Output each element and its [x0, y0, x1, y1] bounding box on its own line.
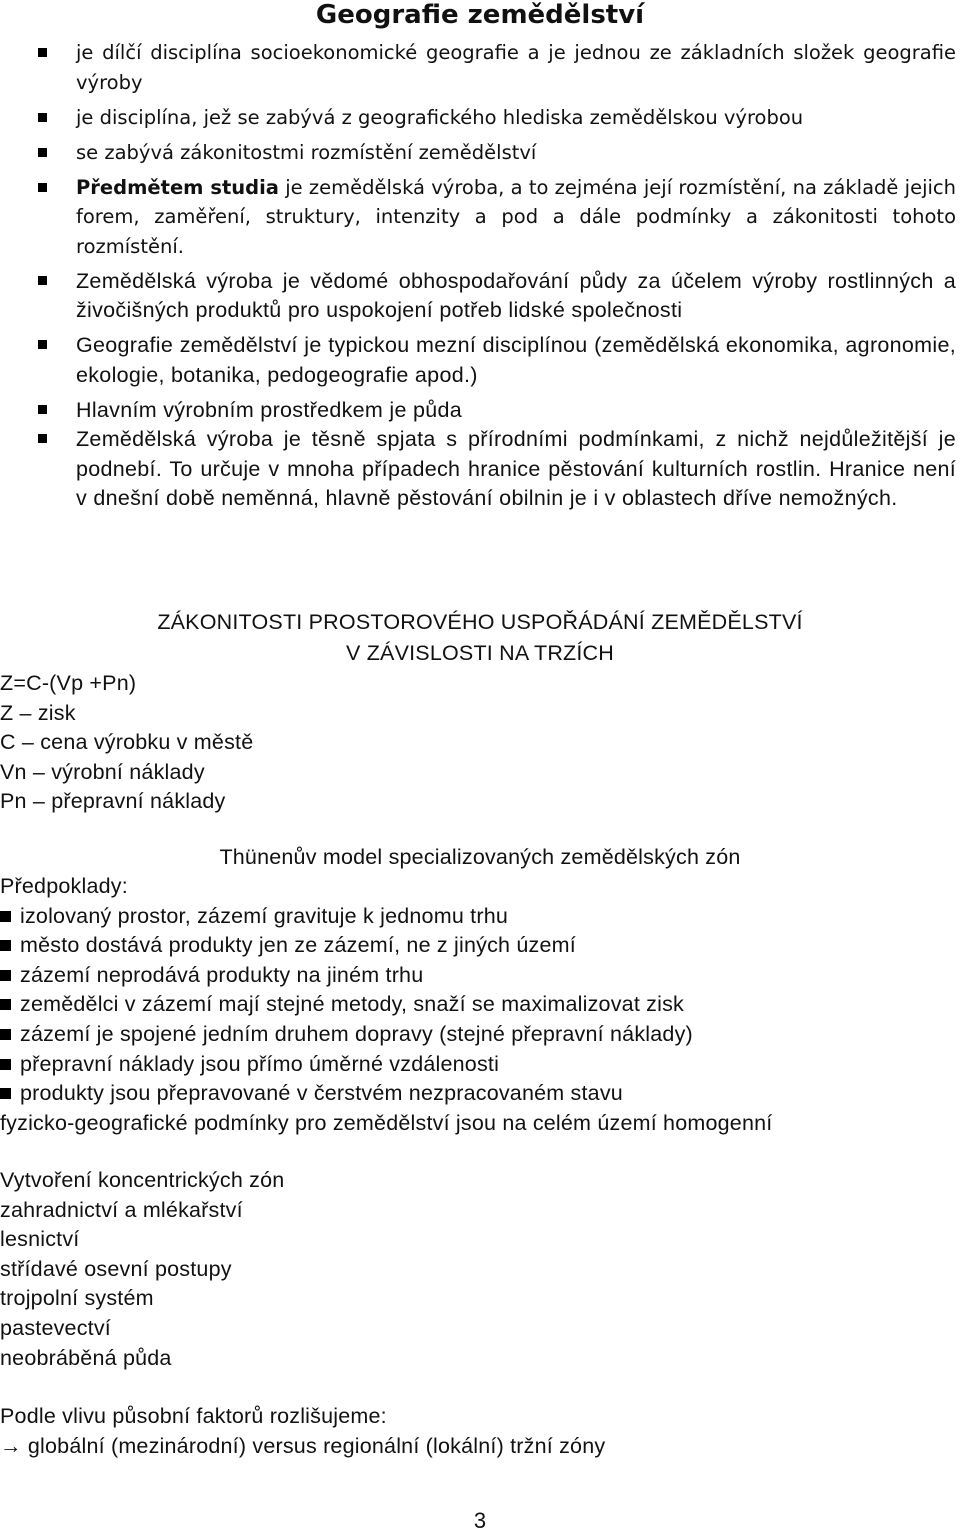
square-bullet-icon: [0, 970, 11, 981]
intro-bullet-list: [0, 38, 960, 519]
square-bullet-icon: [38, 434, 47, 443]
section-heading-line: V ZÁVISLOSTI NA TRZÍCH: [345, 641, 615, 665]
formula-line: Pn – přepravní náklady: [0, 789, 226, 814]
factors-label: Podle vlivu působní faktorů rozlišujeme:: [0, 1404, 387, 1428]
bullet-item: [0, 396, 960, 426]
square-bullet-icon: [38, 340, 47, 349]
assumption-tail: fyzicko-geografické podmínky pro zemědělství jsou na celém území homogenní: [0, 1110, 773, 1135]
assumptions-block: [0, 872, 772, 1138]
square-bullet-icon: [0, 1029, 11, 1040]
bullet-item: [0, 331, 960, 390]
bullet-text: se zabývá zákonitostmi rozmístění zemědělství: [76, 140, 537, 164]
zone-item: střídavé osevní postupy: [0, 1256, 232, 1281]
zone-item: trojpolní systém: [0, 1286, 154, 1311]
square-bullet-icon: [38, 405, 47, 414]
zone-item: zahradnictví a mlékařství: [0, 1197, 243, 1222]
square-bullet-icon: [0, 911, 11, 922]
assumption-item: zázemí neprodává produkty na jiném trhu: [0, 961, 772, 991]
factors-item: → globální (mezinárodní) versus regionální (lokální) tržní zóny: [0, 1433, 606, 1458]
square-bullet-icon: [0, 1088, 11, 1099]
section-heading-thunen-model: Thünenův model specializovaných zemědělských zón: [219, 845, 741, 869]
bullet-text: Hlavním výrobním prostředkem je půda: [76, 397, 463, 422]
assumption-item: zemědělci v zázemí mají stejné metody, snaží se maximalizovat zisk: [0, 990, 772, 1020]
zone-item: neobráběná půda: [0, 1345, 172, 1370]
bullet-text: Zemědělská výroba je vědomé obhospodařování půdy za účelem výroby rostlinných a živočišných produktů pro uspokojení potřeb lidské společnosti: [76, 268, 956, 322]
page-number: 3: [473, 1508, 487, 1533]
square-bullet-icon: [38, 48, 47, 57]
bullet-item: [0, 267, 960, 326]
assumption-item: produkty jsou přepravované v čerstvém nezpracovaném stavu: [0, 1079, 772, 1109]
bullet-text: Geografie zemědělství je typickou mezní disciplínou (zemědělská ekonomika, agronomie, ekologie, botanika, pedogeografie apod.): [76, 333, 956, 387]
formula-block: [0, 669, 253, 817]
page-title: Geografie zemědělství: [315, 0, 645, 30]
bullet-item: [0, 138, 960, 168]
square-bullet-icon: [38, 183, 47, 192]
square-bullet-icon: [38, 276, 47, 285]
assumption-item: město dostává produkty jen ze zázemí, ne z jiných území: [0, 931, 772, 961]
square-bullet-icon: [38, 113, 47, 122]
formula-line: Vn – výrobní náklady: [0, 759, 205, 784]
bullet-text: je dílčí disciplína socioekonomické geografie a je jednou ze základních složek geografie výroby: [76, 41, 956, 94]
zones-label: Vytvoření koncentrických zón: [0, 1168, 285, 1192]
square-bullet-icon: [0, 940, 11, 951]
square-bullet-icon: [38, 148, 47, 157]
assumption-item: izolovaný prostor, zázemí gravituje k jednomu trhu: [0, 902, 772, 932]
assumptions-label: Předpoklady:: [0, 874, 128, 898]
section-heading-market-laws: [0, 607, 960, 669]
bullet-emphasis: Předmětem studia: [76, 175, 279, 199]
formula-line: Z – zisk: [0, 700, 76, 725]
square-bullet-icon: [0, 1059, 11, 1070]
bullet-item: [0, 38, 960, 97]
arrow-right-icon: →: [0, 1433, 22, 1458]
zone-item: pastevectví: [0, 1315, 111, 1340]
zones-block: [0, 1166, 284, 1373]
section-heading-line: ZÁKONITOSTI PROSTOROVÉHO USPOŘÁDÁNÍ ZEMĚDĚLSTVÍ: [157, 610, 803, 634]
formula-line: C – cena výrobku v městě: [0, 730, 254, 755]
bullet-item: [0, 425, 960, 514]
bullet-text: je zemědělská výroba, a to zejména její rozmístění, na základě jejich forem, zaměření, struktury, intenzity a pod a dále podmínky a zákonitosti tohoto rozmístění.: [76, 175, 956, 258]
assumption-item: zázemí je spojené jedním druhem dopravy (stejné přepravní náklady): [0, 1020, 772, 1050]
bullet-item: [0, 173, 960, 262]
bullet-text: je disciplína, jež se zabývá z geografického hlediska zemědělskou výrobou: [76, 105, 804, 129]
formula-line: Z=C-(Vp +Pn): [0, 671, 137, 695]
assumption-item: přepravní náklady jsou přímo úměrné vzdálenosti: [0, 1050, 772, 1080]
bullet-text: Zemědělská výroba je těsně spjata s přírodními podmínkami, z nichž nejdůležitější je podnebí. To určuje v mnoha případech hranice pěstování kulturních rostlin. Hranice není v dnešní době neměnná, hlavně pěstování obilnin je i v oblastech dříve nemožných.: [76, 427, 956, 510]
square-bullet-icon: [0, 999, 11, 1010]
zone-item: lesnictví: [0, 1227, 80, 1252]
factors-block: [0, 1402, 605, 1461]
bullet-item: [0, 103, 960, 133]
